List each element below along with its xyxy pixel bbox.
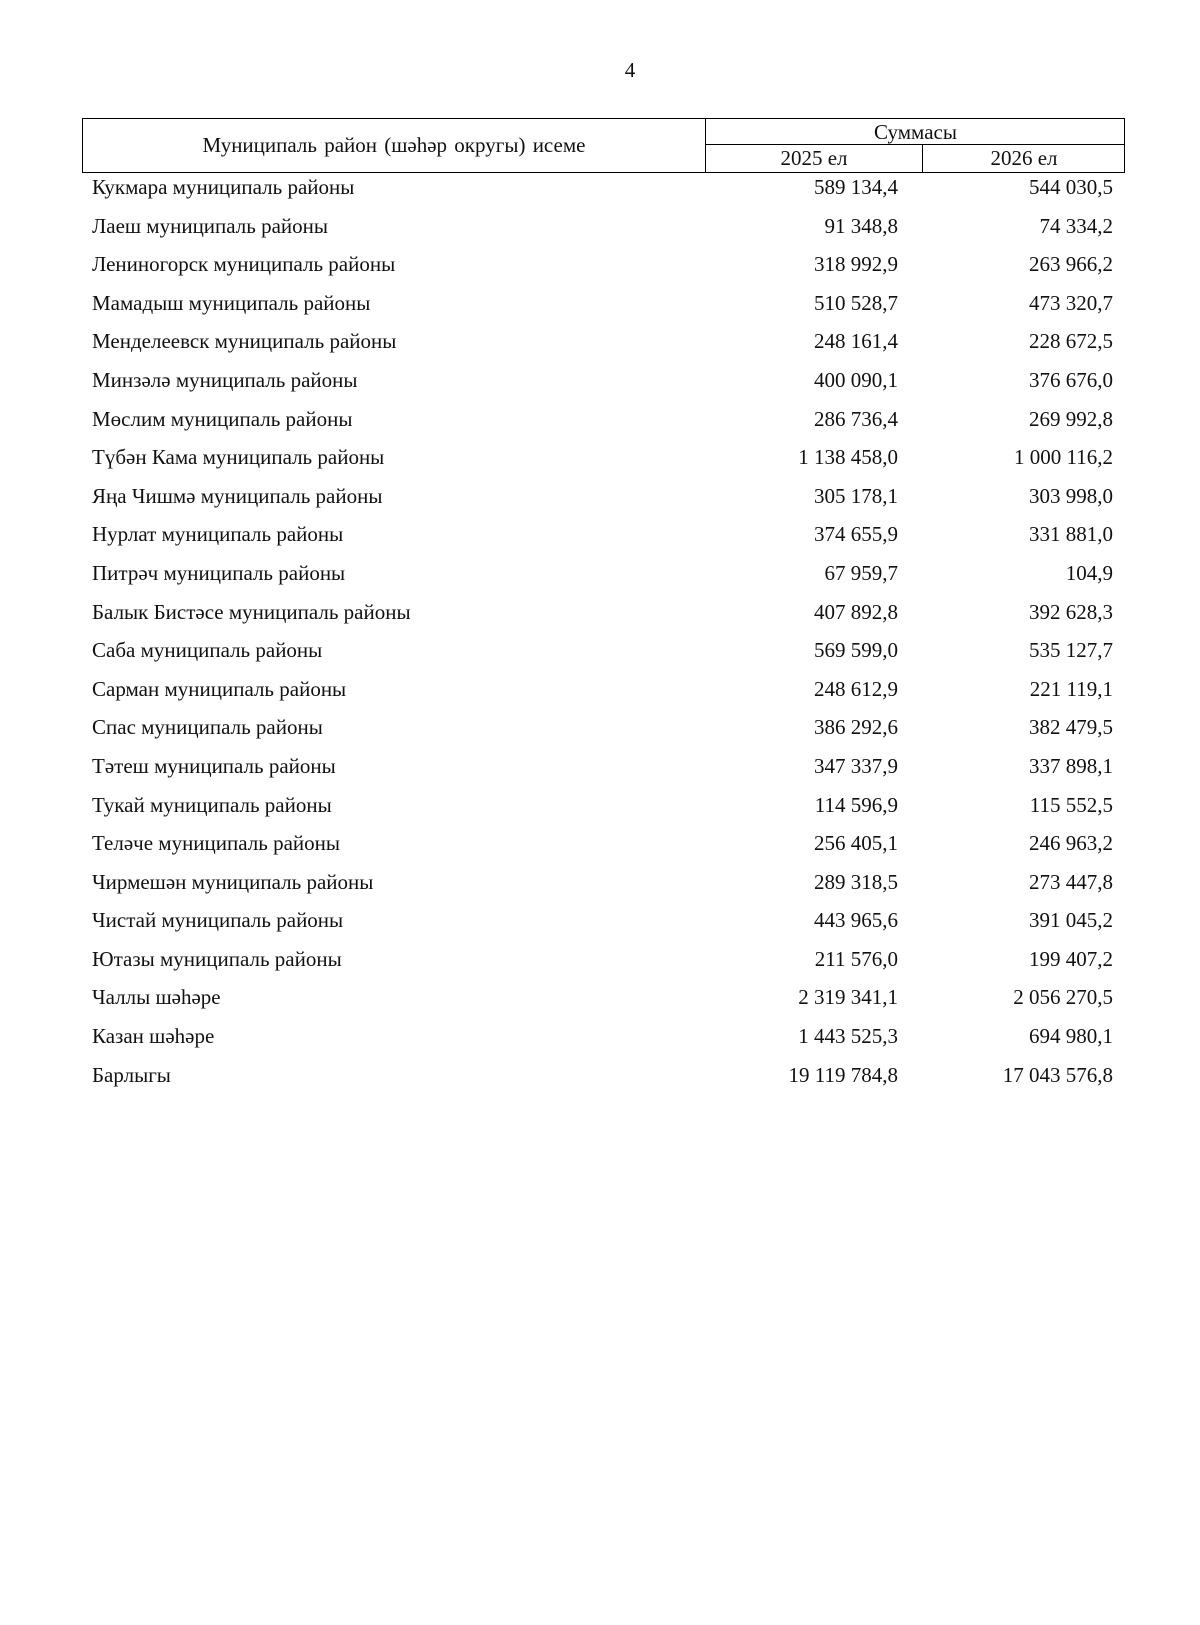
row-value-2025: 2 319 341,1 — [798, 985, 898, 1010]
row-value-2026: 199 407,2 — [1029, 946, 1113, 971]
row-value-2026: 535 127,7 — [1029, 638, 1113, 663]
row-name: Мөслим муниципаль районы — [92, 406, 353, 431]
row-name: Мамадыш муниципаль районы — [92, 290, 371, 315]
row-name: Спас муниципаль районы — [92, 715, 323, 740]
row-value-2026: 104,9 — [1065, 560, 1113, 585]
table-row — [82, 407, 1125, 446]
row-value-2026: 115 552,5 — [1029, 792, 1113, 817]
row-value-2025: 248 612,9 — [814, 676, 898, 701]
row-name: Нурлат муниципаль районы — [92, 522, 344, 547]
row-value-2025: 510 528,7 — [814, 290, 898, 315]
table-row — [82, 484, 1125, 523]
row-value-2025: 374 655,9 — [814, 522, 898, 547]
row-value-2025: 386 292,6 — [814, 715, 898, 740]
row-name: Кукмара муниципаль районы — [92, 175, 355, 199]
row-value-2025: 589 134,4 — [814, 175, 898, 199]
row-value-2026: 273 447,8 — [1029, 869, 1113, 894]
row-name: Барлыгы — [92, 1062, 171, 1087]
column-header-name: Муниципаль район (шәһәр округы) исеме — [202, 133, 586, 157]
table-row — [82, 522, 1125, 561]
table-row — [82, 677, 1125, 716]
table-row — [82, 252, 1125, 291]
row-value-2026: 228 672,5 — [1029, 329, 1113, 354]
row-value-2025: 67 959,7 — [824, 560, 898, 585]
row-value-2025: 286 736,4 — [814, 406, 898, 431]
row-value-2026: 544 030,5 — [1029, 175, 1113, 199]
row-value-2026: 246 963,2 — [1029, 831, 1113, 856]
table-row — [82, 175, 1125, 214]
page-number: 4 — [624, 58, 636, 82]
table-row — [82, 831, 1125, 870]
column-header-sum-label: Суммасы — [706, 119, 1125, 145]
row-value-2026: 263 966,2 — [1029, 252, 1113, 277]
row-name: Питрәч муниципаль районы — [92, 560, 346, 585]
row-value-2025: 211 576,0 — [814, 946, 898, 971]
row-value-2025: 91 348,8 — [824, 213, 898, 238]
column-header-2025: 2025 ел — [706, 145, 923, 172]
row-value-2026: 694 980,1 — [1029, 1024, 1113, 1049]
row-name: Лениногорск муниципаль районы — [92, 252, 396, 277]
row-value-2026: 2 056 270,5 — [1013, 985, 1113, 1010]
row-name: Лаеш муниципаль районы — [92, 213, 329, 238]
row-value-2026: 392 628,3 — [1029, 599, 1113, 624]
row-value-2025: 114 596,9 — [814, 792, 898, 817]
row-name: Саба муниципаль районы — [92, 638, 323, 663]
table-row — [82, 368, 1125, 407]
row-value-2025: 1 443 525,3 — [798, 1024, 898, 1049]
row-name: Тукай муниципаль районы — [92, 792, 332, 817]
row-value-2026: 473 320,7 — [1029, 290, 1113, 315]
row-value-2026: 269 992,8 — [1029, 406, 1113, 431]
row-name: Менделеевск муниципаль районы — [92, 329, 397, 354]
row-value-2026: 303 998,0 — [1029, 483, 1113, 508]
row-value-2026: 382 479,5 — [1029, 715, 1113, 740]
table-row — [82, 600, 1125, 639]
table-row — [82, 754, 1125, 793]
row-value-2026: 376 676,0 — [1029, 367, 1113, 392]
row-name: Чирмешән муниципаль районы — [92, 869, 374, 894]
row-value-2026: 1 000 116,2 — [1014, 445, 1113, 470]
table-row — [82, 870, 1125, 909]
row-value-2025: 318 992,9 — [814, 252, 898, 277]
row-name: Минзәлә муниципаль районы — [92, 367, 358, 392]
row-value-2025: 400 090,1 — [814, 367, 898, 392]
table-row — [82, 329, 1125, 368]
row-value-2025: 19 119 784,8 — [788, 1062, 898, 1087]
row-value-2025: 256 405,1 — [814, 831, 898, 856]
row-name: Ютазы муниципаль районы — [92, 946, 342, 971]
row-name: Балык Бистәсе муниципаль районы — [92, 599, 411, 624]
column-header-sums — [705, 119, 1125, 172]
table-row — [82, 638, 1125, 677]
table-row — [82, 793, 1125, 832]
table-row — [82, 908, 1125, 947]
table-row — [82, 1063, 1125, 1102]
table-row — [82, 291, 1125, 330]
table-row — [82, 947, 1125, 986]
row-value-2026: 337 898,1 — [1029, 753, 1113, 778]
row-value-2025: 443 965,6 — [814, 908, 898, 933]
column-header-2026: 2026 ел — [990, 146, 1058, 170]
row-value-2026: 331 881,0 — [1029, 522, 1113, 547]
row-name: Сарман муниципаль районы — [92, 676, 347, 701]
table-row — [82, 1024, 1125, 1063]
column-header-years — [706, 145, 1125, 172]
row-value-2026: 17 043 576,8 — [1002, 1062, 1113, 1087]
row-value-2025: 347 337,9 — [814, 753, 898, 778]
row-value-2026: 74 334,2 — [1039, 213, 1113, 238]
row-name: Түбән Кама муниципаль районы — [92, 445, 385, 470]
table-row — [82, 445, 1125, 484]
table-body — [82, 175, 1125, 1101]
table-row — [82, 985, 1125, 1024]
row-name: Чистай муниципаль районы — [92, 908, 344, 933]
row-name: Чаллы шәһәре — [92, 985, 221, 1010]
table-row — [82, 715, 1125, 754]
table-header — [82, 118, 1125, 173]
row-value-2025: 1 138 458,0 — [798, 445, 898, 470]
table-row — [82, 214, 1125, 253]
row-value-2025: 289 318,5 — [814, 869, 898, 894]
row-value-2025: 569 599,0 — [814, 638, 898, 663]
row-value-2026: 391 045,2 — [1029, 908, 1113, 933]
row-value-2025: 305 178,1 — [814, 483, 898, 508]
row-name: Казан шәһәре — [92, 1024, 215, 1049]
row-name: Яңа Чишмә муниципаль районы — [92, 483, 383, 508]
row-value-2025: 407 892,8 — [814, 599, 898, 624]
row-value-2025: 248 161,4 — [814, 329, 898, 354]
row-value-2026: 221 119,1 — [1029, 676, 1113, 701]
table-row — [82, 561, 1125, 600]
row-name: Теләче муниципаль районы — [92, 831, 340, 856]
row-name: Тәтеш муниципаль районы — [92, 753, 336, 778]
